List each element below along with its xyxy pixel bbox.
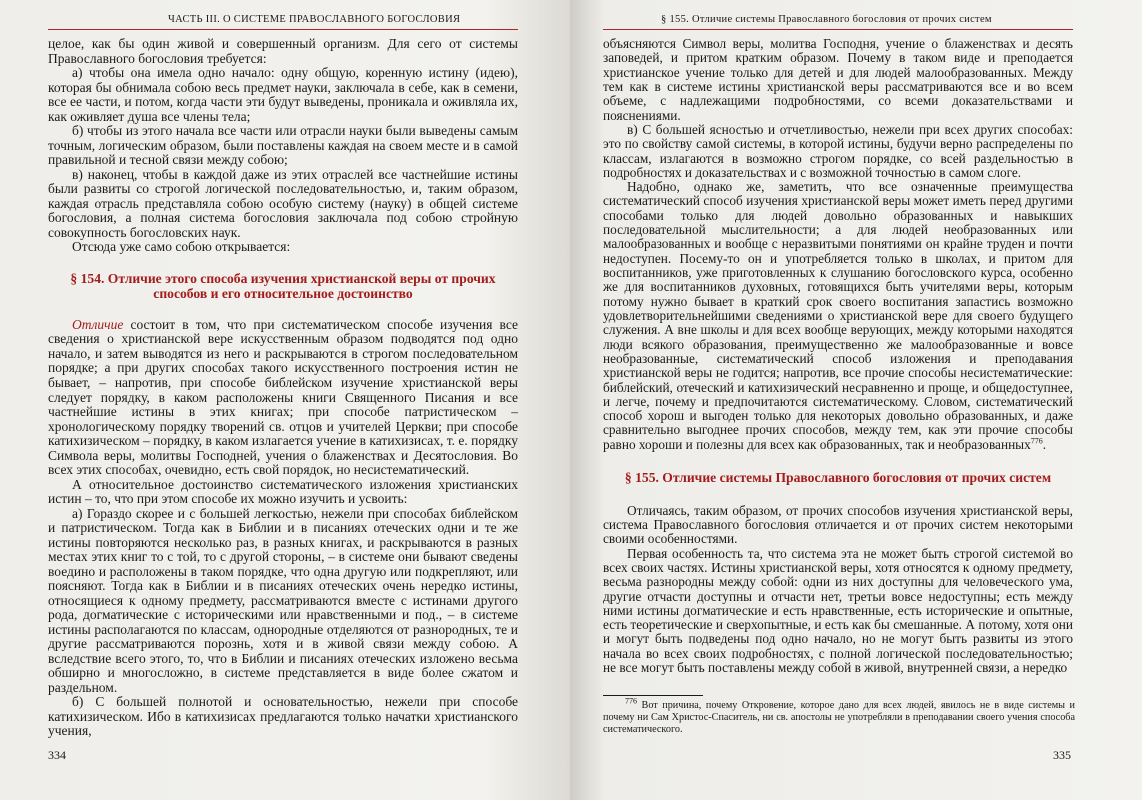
paragraph: в) наконец, чтобы в каждой даже из этих отраслей все частнейшие истины были развиты со строгой логической последовательностью, и, таким образом, каждая отрасль представляла собою особую систему (науку) в общей системе богословия, а полная система богословия заключала под собою стройную совокупность богословских наук. bbox=[48, 166, 518, 240]
header-rule-left bbox=[48, 29, 518, 30]
paragraph bbox=[48, 318, 518, 478]
running-head-left: ЧАСТЬ III. О СИСТЕМЕ ПРАВОСЛАВНОГО БОГОСЛОВИЯ bbox=[168, 14, 461, 25]
paragraph: Отличаясь, таким образом, от прочих способов изучения христианской веры, система Православного богословия отличается и от прочих систем некоторыми своими особенностями. bbox=[603, 502, 1073, 547]
paragraph: целое, как бы один живой и совершенный организм. Для сего от системы Православного богословия требуется: bbox=[48, 36, 518, 66]
footnote-text: Вот причина, почему Откровение, которое дано для всех людей, явилось не в виде системы и почему ни Сам Христос-Спаситель, ни св. апостолы не употребляли в преподавании своего учения способа систематического. bbox=[603, 700, 1075, 735]
paragraph: б) С большей полнотой и основательностью, нежели при способе катихизическом. Ибо в катихизисах предлагаются только начатки христианского учения, bbox=[48, 694, 518, 739]
section-heading-154: § 154. Отличие этого способа изучения христианской веры от прочих способов и его относительное достоинство bbox=[70, 270, 496, 302]
paragraph: в) С большей ясностью и отчетливостью, нежели при всех других способах: это по свойству самой системы, в которой истины, будучи верно распределены по классам, излагаются в возможно строгом порядке, со всей раздельностью в подробностях и доказательствах и с возможной точностью в самом слоге. bbox=[603, 121, 1073, 180]
left-text-column bbox=[48, 37, 518, 739]
paragraph: б) чтобы из этого начала все части или отрасли науки были выведены самым точным, логическим образом, были поставлены каждая на своем месте и в самой правильной и тесной связи между собою; bbox=[48, 123, 518, 168]
paragraph: а) чтобы она имела одно начало: одну общую, коренную истину (идею), которая бы обнимала собою весь предмет науки, заключала в себе, как в семени, все ее части, и потом, когда части эти будут выведены, проникала и оживляла их, как оживляет душа все члены тела; bbox=[48, 65, 518, 124]
page-number-left: 334 bbox=[48, 748, 66, 762]
paragraph: Надобно, однако же, заметить, что все означенные преимущества систематический способ изучения христианской веры может иметь перед другими способами только для людей довольно образованных и навыкших последовательной мыслительности; а для людей необразованных или малообразованных и вообще с неразвитыми понятиями он крайне труден и почти недоступен. Посему-то он и употребляется только в школах, и притом для воспитанников, уже приготовленных к слушанию богословского курса, особенно же для воспитанников духовных, готовящихся быть учителями веры, которым потому нужно бывает в краткий срок своего воспитания запастись возможно удовлетворительнейшими сведениями о христианской вере для своего будущего служения. А вне школы и для всех вообще верующих, между которыми находятся люди всякого образования, преимущественно же малообразованные и вовсе необразованные, систематический способ изложения и преподавания христианской веры не годится; напротив, все прочие способы несистематические: библейский, отеческий и катихизический несравненно и проще, и общедоступнее, и легче, почему и предпочитаются систематическому. Словом, систематический способ хорош и выгоден только для некоторых довольно образованных, и даже сравнительно выгоднее прочих способов, между тем, как эти прочие способы равно хороши и полезны для всех как образованных, так и необразованных$^{776}$. bbox=[603, 179, 1073, 452]
header-rule-right bbox=[603, 29, 1073, 30]
paragraph: а) Гораздо скорее и с большей легкостью, нежели при способах библейском и патристическом. Тогда как в Библии и в писаниях отеческих одни и те же истины повторяются несколько раз, в разных книгах, и раскрываются в разных местах этих книг то с той, то с другой стороны, – в системе они бывают сведены воедино и расположены в таком порядке, что одна другую или подкрепляют, или поясняют. Тогда как в Библии и в писаниях отеческих очень нередко истины, относящиеся к одному предмету, рассматриваются вместе с истинами другого рода, догматические с историческими или нравственными и под., – в системе истины располагаются по классам, однородные отделяются от разнородных, те и другие рассматриваются порознь, хотя и в живой связи между собою. А вследствие всего этого, то, что в Библии и писаниях отеческих изложено весьма обширно и многосложно, в системе представляется в виде более сжатом и раздельном. bbox=[48, 505, 518, 695]
paragraph-text: состоит в том, что при систематическом способе изучения все сведения о христианской вере искусственным образом подводятся под одно начало, и затем выводятся из него и раскрываются в строгом последовательном порядке; а при других способах такого искусственного построения истин не бывает, – напротив, при способе библейском изучение христианской веры следует порядку, в каком расположены книги Священного Писания и все частнейшие истины в этих книгах; при способе патристическом – хронологическому порядку творений св. отцов и учителей Церкви; при способе катихизическом – порядку, в каком излагается учение в катихизисах, т. е. порядку Символа веры, молитвы Господней, учения о блаженствах и Десятословия. Во всех этих способах, очевидно, есть свой порядок, но несистематический. bbox=[48, 316, 519, 478]
paragraph: Отсюда уже само собою открывается: bbox=[72, 239, 291, 255]
page-number-right: 335 bbox=[1053, 748, 1071, 762]
paragraph-text: Надобно, однако же, заметить, что все означенные преимущества систематический способ изучения христианской веры может иметь перед другими способами только для людей довольно образованных и навыкших последовательной мыслительности; а для людей необразованных или малообразованных и вообще с неразвитыми понятиями он крайне труден и почти недоступен. Посему-то он и употребляется только в школах, и притом для воспитанников, уже приготовленных к слушанию богословского курса, особенно же для воспитанников духовных, готовящихся быть учителями веры, которым потому нужно бывает в краткий срок своего воспитания запастись возможно удовлетворительнейшими сведениями о христианской вере для своего будущего служения. А вне школы и для всех вообще верующих, между которыми находятся люди всякого образования, преимущественно же малообразованные и вовсе необразованные, систематический способ изложения и преподавания христианской веры не годится; напротив, все прочие способы несистематические: библейский, отеческий и катихизический несравненно и проще, и общедоступнее, и легче, почему и предпочитаются систематическому. Словом, систематический способ хорош и выгоден только для некоторых довольно образованных, и даже сравнительно выгоднее прочих способов, между тем, как эти прочие способы равно хороши и полезны для всех как образованных, так и необразованных bbox=[603, 179, 1073, 452]
paragraph: объясняются Символ веры, молитва Господня, учение о блаженствах и десять заповедей, и притом кратким образом. Почему в таком виде и преподается христианское учение только для детей и для людей малообразованных. Между тем как в системе истины христианской веры рассматриваются все и во всем объеме, с надлежащими подробностями, со всеми доказательствами и пояснениями. bbox=[603, 36, 1073, 123]
running-head-right: § 155. Отличие системы Православного богословия от прочих систем bbox=[661, 14, 992, 25]
paragraph: Первая особенность та, что система эта не может быть строгой системой во всех своих частях. Истины христианской веры, хотя относятся к одному предмету, весьма разнородны между собой: одни из них доступны для человеческого ума, другие отчасти доступны и отчасти нет, третьи вовсе недоступны; есть между ними истины догматические и есть нравственные, есть исторические и опытные, есть теоретические и сверхопытные, и есть как бы смешанные. А потому, хотя они и могут быть подведены под одно начало, но не могут быть развиты из этого начала во всех своих подробностях, с полной логической последовательностью; не все могут быть поставлены между собой в живой, внутренней связи, а нередко bbox=[603, 545, 1073, 676]
paragraph: А относительное достоинство систематического изложения христианских истин – то, что при этом способе их можно изучить и усвоить: bbox=[48, 476, 518, 507]
footnote-reference[interactable]: 776 bbox=[1030, 436, 1043, 446]
section-heading-155: § 155. Отличие системы Православного богословия от прочих систем bbox=[624, 470, 1052, 486]
right-text-column bbox=[603, 37, 1073, 675]
emphasis-word: Отличие bbox=[72, 316, 124, 332]
footnote bbox=[603, 696, 1075, 736]
footnote-separator bbox=[603, 695, 703, 696]
footnote-number: 776 bbox=[625, 696, 637, 706]
